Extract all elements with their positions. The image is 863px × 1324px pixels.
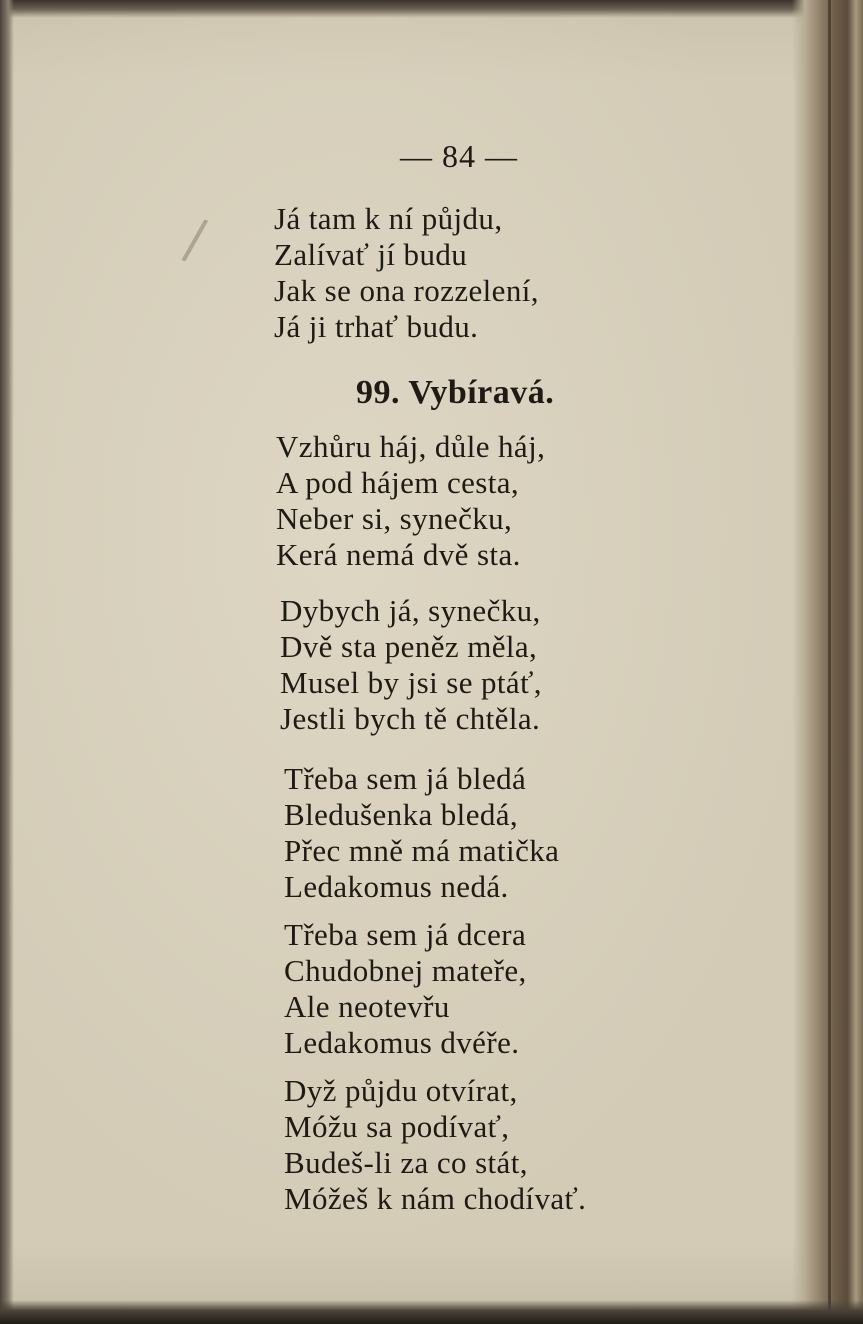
stanza-line: Třeba sem já bledá	[284, 761, 527, 796]
stanza-line: Dyž půjdu otvírat,	[284, 1073, 518, 1108]
poem-stanza-3	[284, 761, 704, 905]
page-left-shadow	[0, 0, 14, 1324]
stanza-line: Já ji trhať budu.	[274, 309, 479, 344]
poem-stanza-5	[284, 1073, 704, 1217]
stanza-line: Dvě sta peněz měla,	[280, 629, 538, 664]
stanza-line: Vzhůru háj, důle háj,	[276, 429, 546, 464]
poem-stanza-4	[284, 917, 704, 1061]
pencil-mark-icon: /	[179, 206, 211, 272]
stanza-line: Móžu sa podívať,	[284, 1109, 510, 1144]
page-number: — 84 —	[400, 138, 518, 174]
intro-stanza	[274, 201, 694, 345]
stanza-line: A pod hájem cesta,	[276, 465, 520, 500]
poem-title: 99. Vybíravá.	[356, 374, 555, 411]
stanza-line: Já tam k ní půjdu,	[274, 201, 503, 236]
stanza-line: Dybych já, synečku,	[280, 593, 541, 628]
book-spine-crease	[828, 0, 831, 1324]
stanza-line: Musel by jsi se ptáť,	[280, 665, 542, 700]
poem-stanza-2	[280, 593, 700, 737]
stanza-line: Neber si, synečku,	[276, 501, 513, 536]
stanza-line: Třeba sem já dcera	[284, 917, 527, 952]
stanza-line: Budeš-li za co stát,	[284, 1145, 528, 1180]
stanza-line: Ledakomus nedá.	[284, 869, 509, 904]
page-top-shadow	[0, 0, 863, 18]
stanza-line: Kerá nemá dvě sta.	[276, 537, 521, 572]
stanza-line: Ale neotevřu	[284, 989, 450, 1024]
stanza-line: Móžeš k nám chodívať.	[284, 1181, 587, 1216]
stanza-line: Jestli bych tě chtěla.	[280, 701, 541, 736]
poem-stanza-1	[276, 429, 696, 573]
page-bottom-shadow	[0, 1300, 863, 1324]
stanza-line: Bledušenka bledá,	[284, 797, 519, 832]
stanza-line: Chudobnej mateře,	[284, 953, 527, 988]
stanza-line: Ledakomus dvéře.	[284, 1025, 520, 1060]
stanza-line: Jak se ona rozzelení,	[274, 273, 539, 308]
stanza-line: Zalívať jí budu	[274, 237, 468, 272]
stanza-line: Přec mně má matička	[284, 833, 560, 868]
